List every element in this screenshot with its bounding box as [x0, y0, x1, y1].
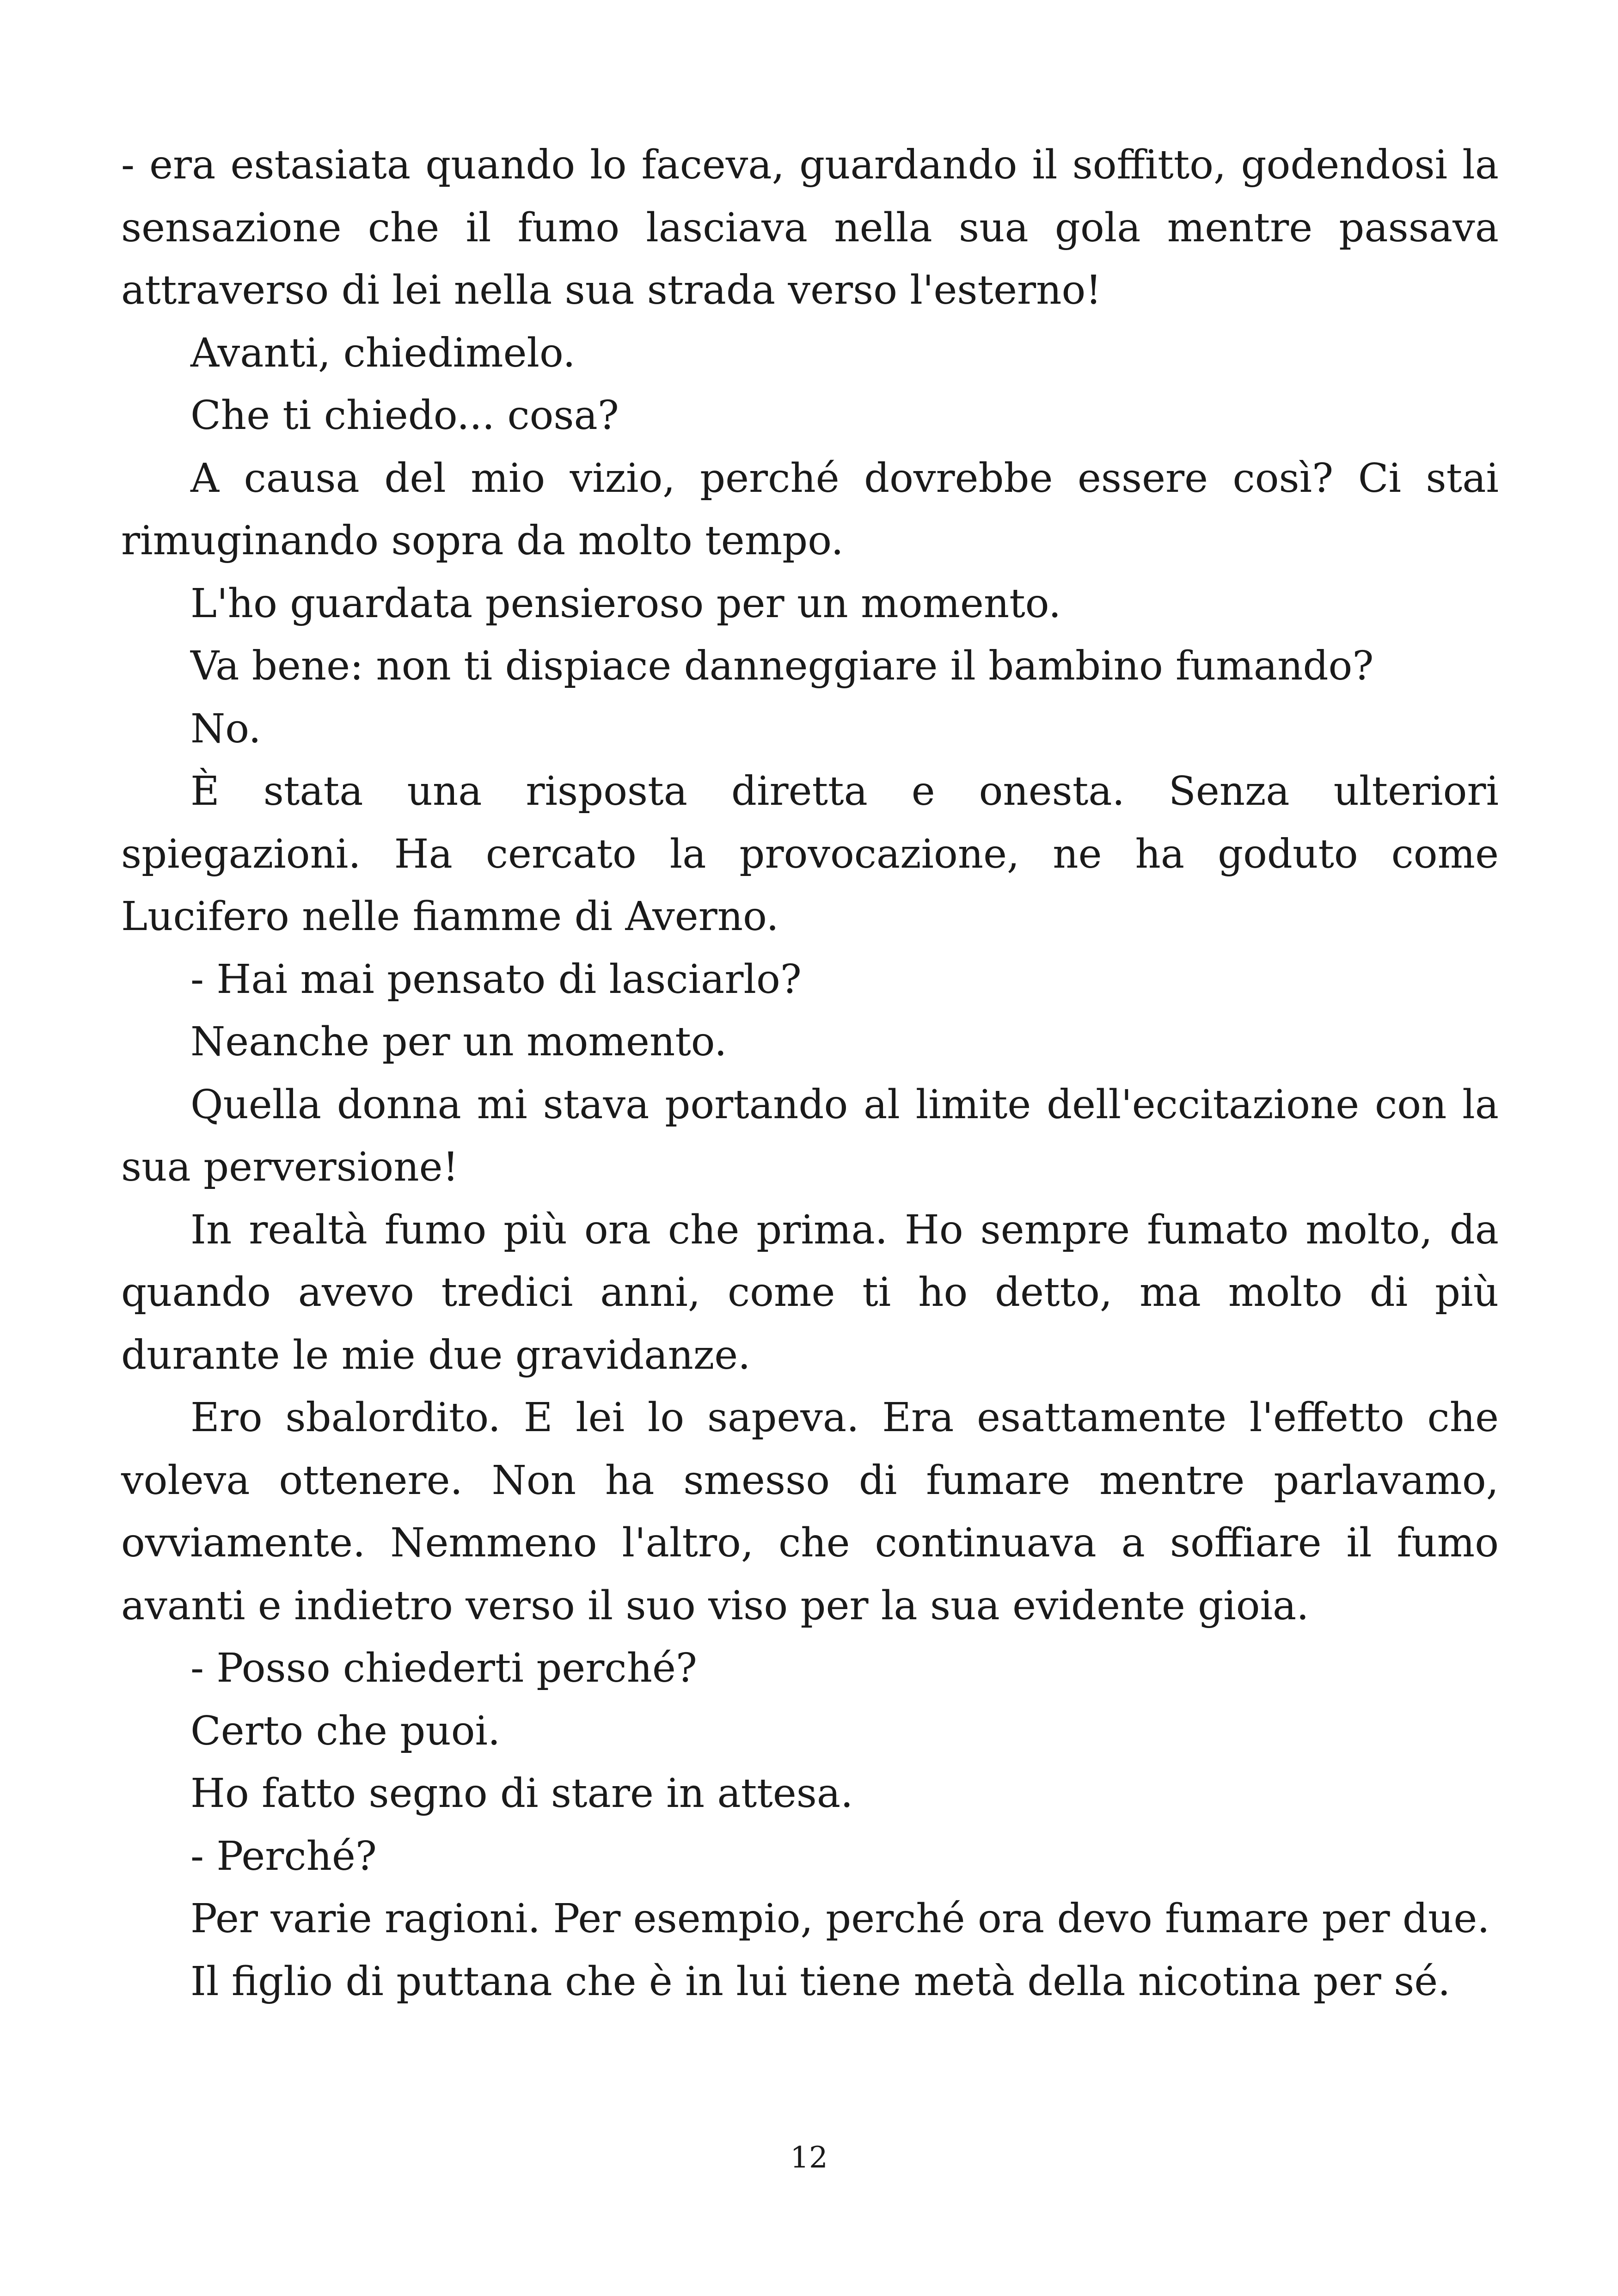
- paragraph: Neanche per un momento.: [190, 1019, 727, 1065]
- paragraph: Avanti, chiedimelo.: [190, 330, 576, 376]
- body-text: [121, 134, 1499, 2013]
- paragraph: - Posso chiederti perché?: [190, 1645, 697, 1691]
- paragraph: - Hai mai pensato di lasciarlo?: [190, 956, 802, 1003]
- paragraph: Quella donna mi stava portando al limite dell'eccitazione con la sua perversione!: [121, 1081, 1499, 1190]
- paragraph: Per varie ragioni. Per esempio, perché ora devo fumare per due.: [190, 1896, 1490, 1942]
- paragraph: In realtà fumo più ora che prima. Ho sempre fumato molto, da quando avevo tredici anni, come ti ho detto, ma molto di più durante le mie due gravidanze.: [121, 1206, 1499, 1378]
- paragraph: No.: [190, 705, 261, 752]
- paragraph: - Perché?: [190, 1833, 377, 1880]
- paragraph: È stata una risposta diretta e onesta. Senza ulteriori spiegazioni. Ha cercato la provocazione, ne ha goduto come Lucifero nelle fiamme di Averno.: [121, 768, 1499, 940]
- paragraph: A causa del mio vizio, perché dovrebbe essere così? Ci stai rimuginando sopra da molto tempo.: [121, 455, 1499, 564]
- paragraph: Che ti chiedo... cosa?: [190, 392, 619, 439]
- paragraph: Va bene: non ti dispiace danneggiare il bambino fumando?: [190, 643, 1374, 689]
- page-number: 12: [790, 2141, 828, 2175]
- paragraph: Il figlio di puttana che è in lui tiene metà della nicotina per sé.: [190, 1958, 1451, 2005]
- paragraph: Ho fatto segno di stare in attesa.: [190, 1770, 853, 1817]
- paragraph: L'ho guardata pensieroso per un momento.: [190, 580, 1061, 627]
- paragraph: Ero sbalordito. E lei lo sapeva. Era esattamente l'effetto che voleva ottenere. Non ha smesso di fumare mentre parlavamo, ovviamente. Nemmeno l'altro, che continuava a soffiare il fumo avanti e indietro verso il suo viso per la sua evidente gioia.: [121, 1395, 1499, 1629]
- paragraph: - era estasiata quando lo faceva, guardando il soffitto, godendosi la sensazione che il fumo lasciava nella sua gola mentre passava attraverso di lei nella sua strada verso l'esterno!: [121, 142, 1499, 313]
- paragraph: Certo che puoi.: [190, 1708, 501, 1754]
